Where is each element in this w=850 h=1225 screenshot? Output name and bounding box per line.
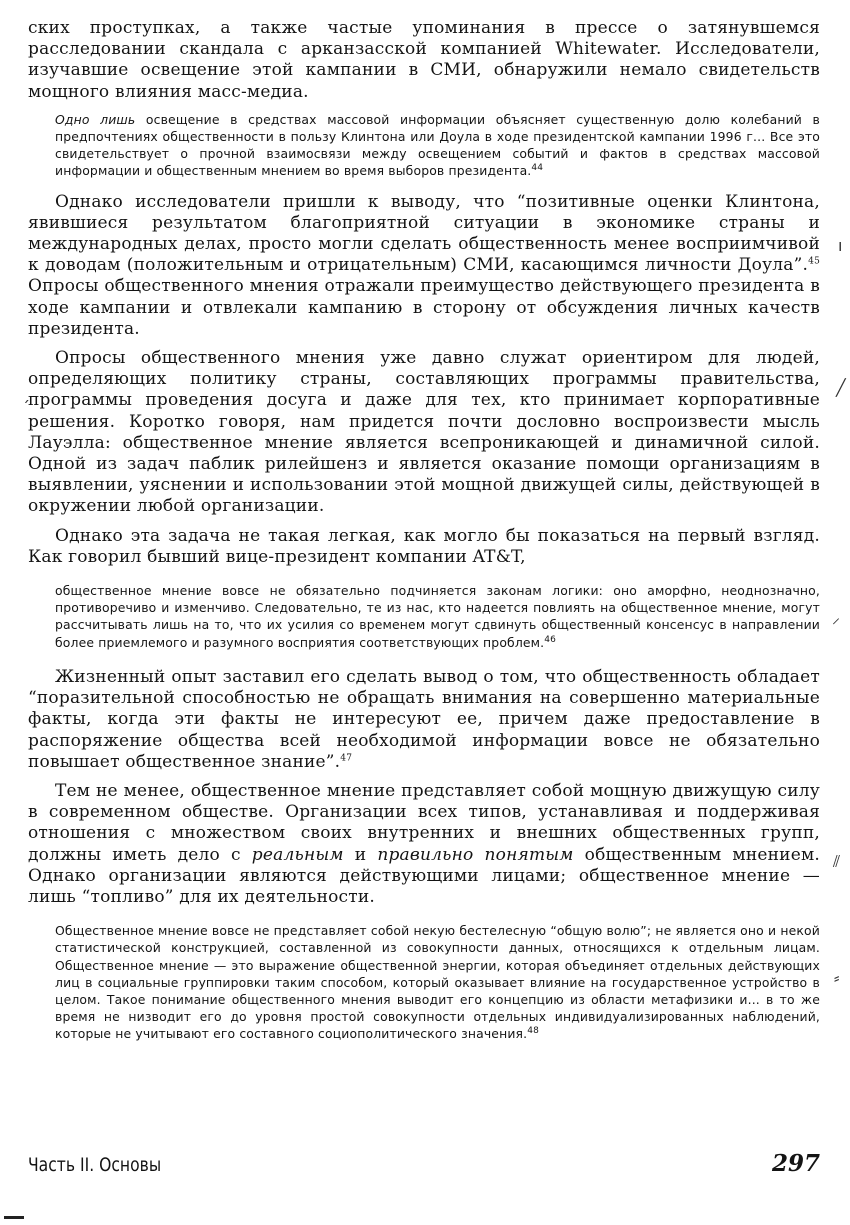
quote-2 [28,582,820,651]
margin-pencil-mark: ⸝ [832,608,841,627]
paragraph-5-text: Жизненный опыт заставил его сделать вывод о том, что общественность обладает “поразительной способностью не обращать внимания на совершенно материальные факты, когда эти факты не интересуют ее, причем даже предоставление в распоряжение общества всей необходимой информации вовсе не обязательно повышает общественное знание”. [28,666,820,772]
quote-3-text: Общественное мнение вовсе не представляет собой некую бестелесную “общую волю”; не является оно и некой статистической конструкцией, составленной из совокупности данных, относящихся к отдельным лицам. Общественное мнение — это выражение общественной энергии, которая объединяет отдельных действующих лиц в социальные группировки таким способом, который оказывает влияние на государственное устройство в целом. Такое понимание общественного мнения выводит его концепцию из области метафизики и... в то же время не низводит его до уровня простой совокупности отдельных индивидуализированных наблюдений, которые не учитывают его составного социополитического значения. [55,923,820,1042]
margin-hatch-mark: ⫽ [833,852,841,871]
quote-2-text: общественное мнение вовсе не обязательно подчиняется законам логики: оно аморфно, неоднозначно, противоречиво и изменчиво. Следовательно, те из нас, кто надеется повлиять на общественное мнение, могут рассчитывать лишь на то, что их усилия со временем могут сдвинуть общественный консенсус в направлении более приемлемого и разумного восприятия соответствующих проблем. [55,583,820,650]
footnote-ref-47: 47 [340,753,353,764]
quote-1 [28,111,820,180]
page-footer [28,1150,820,1180]
paragraph-6-emphasis-understood: правильно понятым [377,844,574,865]
margin-hatch-mark-2: ⸗ [834,968,840,987]
paragraph-3 [28,348,820,518]
quote-1-text: освещение в средствах массовой информации объясняет существенную долю колебаний в предпочтениях общественности в пользу Клинтона или Доула в ходе президентской кампании 1996 г... Все это свидетельствует о прочной взаимосвязи между освещением событий и фактов в средствах массовой информации и общественным мнением во время выборов президента. [55,111,820,179]
paragraph-3-text: Опросы общественного мнения уже давно служат ориентиром для людей, определяющих политику страны, составляющих программы правительства, программы проведения досуга и даже для тех, кто принимает корпоративные решения. Коротко говоря, нам придется почти дословно воспроизвести мысль Лауэлла: общественное мнение является всепроникающей и динамичной силой. Одной из задач паблик рилейшенз и является оказание помощи организациям в выявлении, уяснении и использовании этой мощной движущей силы, действующей в окружении любой организации. [28,348,820,517]
paragraph-6 [28,781,820,908]
paragraph-6-text-mid: и [343,844,378,865]
footnote-ref-45: 45 [808,256,820,267]
quote-3 [28,922,820,1042]
page-number: 297 [771,1150,820,1177]
quote-1-emphasis: Одно лишь [55,111,136,127]
footnote-ref-46: 46 [544,634,557,645]
margin-check-mark: ı [838,236,843,255]
footnote-ref-48: 48 [527,1026,539,1037]
margin-slash-mark: ╱ [836,378,846,397]
paragraph-6-text-a: Тем не менее, общественное мнение представляет собой мощную движущую силу в современном обществе. Организации всех типов, устанавливая и поддерживая отношения с множеством своих внутренних и внешних общественных групп, должны иметь дело с [28,780,820,865]
paragraph-5 [28,667,820,773]
paragraph-6-emphasis-real: реальным [251,844,344,865]
paragraph-2-text-b: Опросы общественного мнения отражали преимущество действующего президента в ходе кампании и отвлекали кампанию в сторону от обсуждения личных качеств президента. [28,276,820,339]
paragraph-4-text: Однако эта задача не такая легкая, как могло бы показаться на первый взгляд. Как говорил бывший вице-президент компании AT&T, [28,525,820,567]
paragraph-6-text-b: общественным мнением. Однако организации являются действующими лицами; общественное мнение — лишь “топливо” для их деятельности. [28,844,820,907]
paragraph-4 [28,526,820,568]
paragraph-2 [28,192,820,340]
paragraph-1-text: ских проступках, а также частые упоминания в прессе о затянувшемся расследовании скандала с арканзасской компанией Whitewater. Исследователи, изучавшие освещение этой кампании в СМИ, обнаружили немало свидетельств мощного влияния масс-медиа. [28,18,820,102]
page-body [28,18,820,1055]
margin-tick-mark: ˏ [22,384,30,403]
footnote-ref-44: 44 [531,163,544,174]
paragraph-1 [28,18,820,103]
section-title: Часть II. Основы [28,1154,162,1176]
corner-mark [4,1216,24,1219]
paragraph-2-text-a: Однако исследователи пришли к выводу, что “позитивные оценки Клинтона, явившиеся результатом благоприятной ситуации в экономике страны и международных делах, просто могли сделать общественность менее восприимчивой к доводам (положительным и отрицательным) СМИ, касающимся личности Доула”. [28,191,820,276]
